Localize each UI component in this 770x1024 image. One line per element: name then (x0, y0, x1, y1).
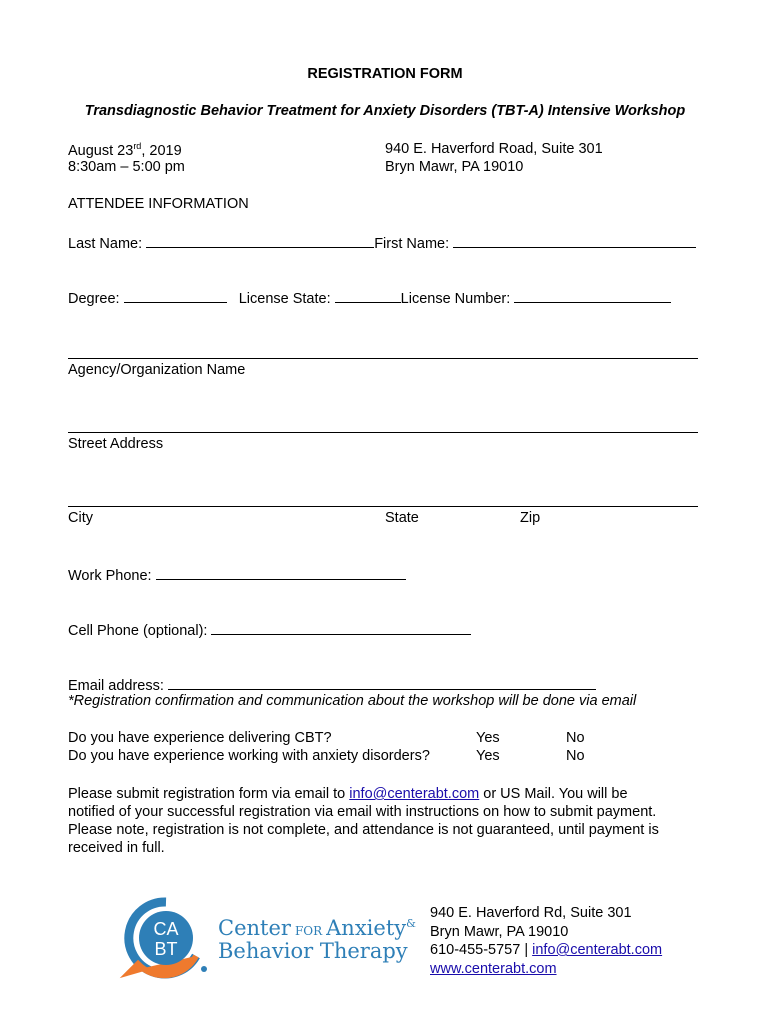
work-phone-row (68, 565, 406, 584)
logo-center-word: Center (218, 916, 291, 940)
credentials-row (68, 288, 671, 307)
email-label: Email address: (68, 678, 164, 694)
cabt-logo (126, 898, 416, 976)
work-phone-label: Work Phone: (68, 568, 152, 584)
city-state-zip-field[interactable] (68, 506, 698, 507)
footer-address-line1: 940 E. Haverford Rd, Suite 301 (430, 905, 632, 921)
cell-phone-label: Cell Phone (optional): (68, 623, 208, 639)
street-field[interactable] (68, 432, 698, 433)
agency-field[interactable] (68, 358, 698, 359)
degree-label: Degree: (68, 291, 120, 307)
logo-mark (126, 898, 416, 976)
question-cbt-yes[interactable]: Yes (476, 730, 500, 746)
workshop-title: Transdiagnostic Behavior Treatment for Anxiety Disorders (TBT-A) Intensive Workshop (84, 103, 686, 119)
email-field[interactable] (168, 675, 596, 690)
submit-text-start: Please submit registration form via email to (68, 786, 350, 802)
work-phone-field[interactable] (156, 565, 406, 580)
question-anxiety-yes[interactable]: Yes (476, 748, 500, 764)
last-name-field[interactable] (146, 233, 374, 248)
logo-anxiety-word: Anxiety (326, 916, 407, 940)
footer-website-link[interactable]: www.centerabt.com (430, 960, 557, 977)
state-label: State (385, 510, 419, 526)
footer-email-link[interactable]: info@centerabt.com (532, 942, 663, 958)
question-anxiety: Do you have experience working with anxiety disorders? (68, 748, 430, 764)
question-anxiety-no[interactable]: No (566, 748, 585, 764)
submit-email-link[interactable]: info@centerabt.com (349, 786, 480, 802)
question-cbt-no[interactable]: No (566, 730, 585, 746)
event-date-main: August 23 (68, 142, 134, 159)
event-address-line1: 940 E. Haverford Road, Suite 301 (385, 141, 603, 157)
logo-for-word: FOR (294, 924, 323, 938)
license-number-label: License Number: (400, 291, 511, 307)
logo-dot (201, 966, 207, 972)
submit-text-end: or US Mail. You will be (479, 786, 628, 802)
event-date (68, 141, 182, 159)
logo-amp: & (406, 917, 416, 930)
logo-name-line1 (218, 916, 416, 940)
cell-phone-field[interactable] (211, 620, 471, 635)
license-state-label: License State: (238, 291, 331, 307)
license-number-field[interactable] (514, 288, 671, 303)
event-date-suffix: rd (133, 141, 142, 151)
submit-line1 (68, 786, 628, 802)
event-date-year: , 2019 (141, 142, 182, 159)
event-time: 8:30am – 5:00 pm (68, 159, 185, 175)
email-row (68, 675, 596, 694)
submit-line3: Please note, registration is not complete, and attendance is not guaranteed, until payment is (68, 822, 659, 838)
zip-label: Zip (520, 510, 541, 526)
logo-letters-top: CA (153, 919, 179, 939)
submit-line4: received in full. (68, 840, 165, 856)
street-label: Street Address (68, 436, 164, 452)
submit-line2: notified of your successful registration via email with instructions on how to submit payment. (68, 804, 657, 820)
cell-phone-row (68, 620, 471, 639)
license-state-field[interactable] (335, 288, 401, 303)
footer-contact (430, 904, 662, 978)
last-name-label: Last Name: (68, 236, 143, 252)
degree-field[interactable] (124, 288, 227, 303)
first-name-field[interactable] (453, 233, 696, 248)
logo-letters-bottom: BT (154, 939, 178, 959)
section-heading: ATTENDEE INFORMATION (68, 196, 249, 212)
event-address-line2: Bryn Mawr, PA 19010 (385, 159, 524, 175)
name-row (68, 233, 696, 252)
question-cbt: Do you have experience delivering CBT? (68, 730, 332, 746)
footer-phone-row (430, 941, 662, 960)
first-name-label: First Name: (374, 236, 450, 252)
city-label: City (68, 510, 93, 526)
email-note: *Registration confirmation and communication about the workshop will be done via email (68, 693, 637, 709)
form-title: REGISTRATION FORM (307, 66, 463, 82)
agency-label: Agency/Organization Name (68, 362, 246, 378)
footer-address-line2: Bryn Mawr, PA 19010 (430, 923, 569, 940)
logo-name-line2: Behavior Therapy (218, 939, 408, 963)
footer-phone: 610-455-5757 | (430, 942, 533, 958)
